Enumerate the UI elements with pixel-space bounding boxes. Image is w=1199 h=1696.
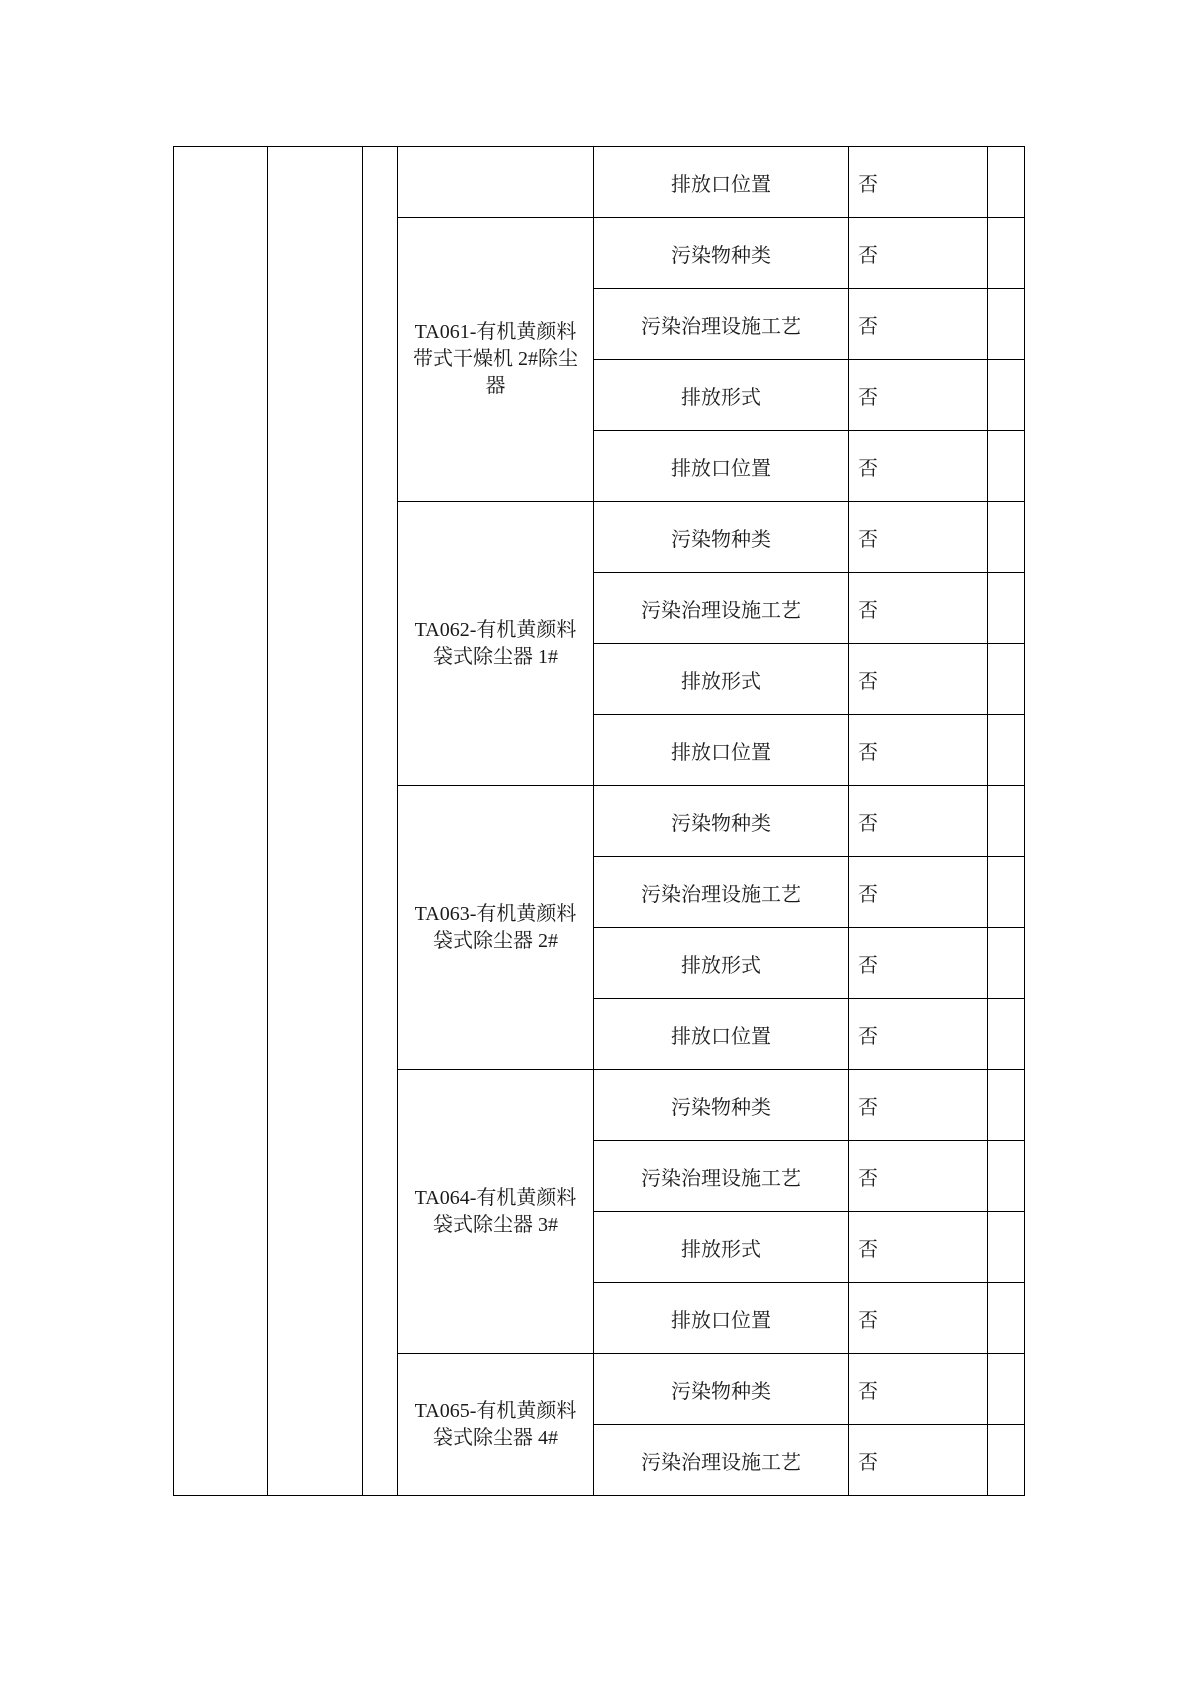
remark-cell [988,1070,1025,1141]
blank-column-2 [268,147,363,1496]
check-result: 否 [849,928,988,999]
check-result: 否 [849,1354,988,1425]
outlet-name-cell: TA063-有机黄颜料袋式除尘器 2# [398,786,594,1070]
emission-check-table [173,146,1025,1496]
blank-column-3 [363,147,398,1496]
blank-column-1 [174,147,268,1496]
check-item: 污染治理设施工艺 [594,1425,849,1496]
outlet-name-cell: TA061-有机黄颜料带式干燥机 2#除尘器 [398,218,594,502]
outlet-name-cell [398,147,594,218]
check-item: 排放口位置 [594,1283,849,1354]
remark-cell [988,1354,1025,1425]
check-result: 否 [849,218,988,289]
check-result: 否 [849,289,988,360]
remark-cell [988,289,1025,360]
remark-cell [988,573,1025,644]
check-item: 污染物种类 [594,1070,849,1141]
outlet-name-cell: TA065-有机黄颜料袋式除尘器 4# [398,1354,594,1496]
check-item: 污染治理设施工艺 [594,573,849,644]
check-item: 污染物种类 [594,218,849,289]
check-item: 排放口位置 [594,715,849,786]
check-result: 否 [849,147,988,218]
check-item: 污染物种类 [594,786,849,857]
check-result: 否 [849,1070,988,1141]
remark-cell [988,218,1025,289]
check-item: 排放形式 [594,360,849,431]
remark-cell [988,928,1025,999]
outlet-name-cell: TA062-有机黄颜料袋式除尘器 1# [398,502,594,786]
remark-cell [988,360,1025,431]
remark-cell [988,1141,1025,1212]
check-result: 否 [849,857,988,928]
remark-cell [988,644,1025,715]
check-item: 排放口位置 [594,999,849,1070]
check-result: 否 [849,1283,988,1354]
table-row [174,147,1025,218]
check-result: 否 [849,1212,988,1283]
check-item: 污染治理设施工艺 [594,857,849,928]
check-result: 否 [849,644,988,715]
remark-cell [988,715,1025,786]
check-item: 污染治理设施工艺 [594,1141,849,1212]
check-result: 否 [849,360,988,431]
remark-cell [988,431,1025,502]
check-item: 排放口位置 [594,147,849,218]
remark-cell [988,1283,1025,1354]
check-result: 否 [849,999,988,1070]
check-item: 排放口位置 [594,431,849,502]
check-item: 排放形式 [594,928,849,999]
check-result: 否 [849,573,988,644]
remark-cell [988,147,1025,218]
check-result: 否 [849,502,988,573]
check-item: 污染物种类 [594,502,849,573]
remark-cell [988,857,1025,928]
outlet-name-cell: TA064-有机黄颜料袋式除尘器 3# [398,1070,594,1354]
check-result: 否 [849,1141,988,1212]
check-item: 污染治理设施工艺 [594,289,849,360]
check-item: 污染物种类 [594,1354,849,1425]
remark-cell [988,1425,1025,1496]
check-result: 否 [849,715,988,786]
remark-cell [988,1212,1025,1283]
check-item: 排放形式 [594,644,849,715]
check-item: 排放形式 [594,1212,849,1283]
check-result: 否 [849,786,988,857]
check-result: 否 [849,431,988,502]
remark-cell [988,502,1025,573]
check-result: 否 [849,1425,988,1496]
remark-cell [988,999,1025,1070]
remark-cell [988,786,1025,857]
